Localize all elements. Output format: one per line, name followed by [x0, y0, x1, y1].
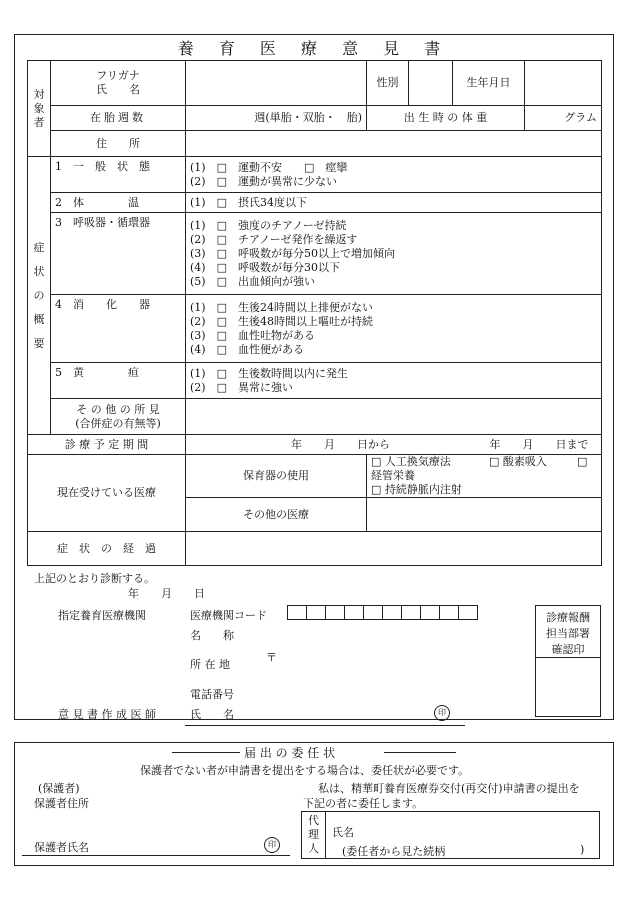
opinion-table [27, 60, 602, 566]
delegation-title: 届 出 の 委 任 状 [244, 746, 336, 760]
gestational-weeks-label: 在胎週数 [51, 106, 186, 131]
birthdate-label: 生年月日 [453, 61, 525, 106]
symptom-option[interactable]: (1) □ 摂氏34度以下 [190, 195, 307, 209]
diagnosis-date[interactable]: 年 月 日 [128, 587, 205, 600]
stamp-box [535, 605, 601, 717]
institution-name-label: 名 称 [190, 629, 234, 642]
guardian-address-label: 保護者住所 [34, 797, 89, 810]
guardian-label: (保護者) [38, 782, 80, 795]
delegation-statement-1: 私は、精華町養育医療券交付(再交付)申請書の提出を [318, 782, 580, 795]
stamp-box-header [536, 606, 600, 658]
incubator-label: 保育器の使用 [186, 455, 367, 498]
proxy-label-text: 代理人 [308, 814, 319, 855]
stamp-box-line-2: 担当部署 [546, 627, 590, 640]
title-rule-left [172, 752, 240, 753]
other-findings-field[interactable] [186, 399, 602, 435]
symptom-label-jaundice: 5 黄 疸 [51, 363, 186, 399]
other-findings-label [51, 399, 186, 435]
stamp-box-line-3: 確認印 [551, 643, 585, 656]
institution-address-label: 所 在 地 [190, 658, 230, 671]
guardian-seal [264, 837, 280, 853]
symptom-label-temperature: 2 体 温 [51, 193, 186, 213]
title-rule-right [384, 752, 456, 753]
symptom-options-digestive[interactable] [186, 295, 602, 363]
option-ventilation[interactable]: □ 人工換気療法 [371, 455, 451, 468]
symptom-option[interactable]: (2) □ チアノーゼ発作を繰返す [190, 232, 358, 246]
proxy-relation[interactable]: (委任者から見た続柄 [342, 845, 446, 858]
institution-label: 指定養育医療機関 [58, 609, 146, 622]
sex-field[interactable] [409, 61, 453, 106]
stamp-area[interactable] [536, 658, 600, 716]
delegation-notice: 保護者でない者が申請書を提出をする場合は、委任状が必要です。 [140, 764, 470, 777]
symptom-options-general[interactable] [186, 157, 602, 193]
schedule-from[interactable]: 年 月 日から [291, 437, 390, 451]
phone-label: 電話番号 [190, 688, 234, 701]
option-continuous-iv[interactable]: □ 持続静脈内注射 [371, 483, 462, 496]
proxy-box [301, 811, 600, 859]
subject-section-label [28, 61, 51, 157]
progress-label: 症 状 の 経 過 [28, 532, 186, 566]
symptom-label-respiratory: 3 呼吸器・循環器 [51, 213, 186, 295]
schedule-to[interactable]: 年 月 日まで [489, 437, 589, 451]
symptom-option[interactable]: (1) □ 運動不安 □ 痙攣 [190, 160, 348, 174]
symptom-option[interactable]: (1) □ 強度のチアノーゼ持続 [190, 218, 347, 232]
seal-mark: 印 [434, 705, 450, 721]
other-findings-label-2: (合併症の有無等) [75, 416, 161, 430]
current-care-label: 現在受けている医療 [28, 455, 186, 532]
birth-weight-field[interactable]: グラム [525, 106, 602, 131]
other-care-field[interactable] [367, 498, 602, 532]
code-label: 医療機関コード [190, 609, 267, 622]
symptom-option[interactable]: (1) □ 生後数時間以内に発生 [190, 366, 348, 380]
symptom-options-temperature[interactable] [186, 193, 602, 213]
birth-weight-label: 出 生 時 の 体 重 [367, 106, 525, 131]
name-label: 氏 名 [96, 83, 140, 96]
name-field[interactable] [186, 61, 367, 106]
sex-label: 性別 [367, 61, 409, 106]
address-field[interactable] [186, 131, 602, 157]
doctor-name-underline [185, 725, 465, 726]
symptom-option[interactable]: (5) □ 出血傾向が強い [190, 274, 315, 288]
guardian-seal-mark: 印 [264, 837, 280, 853]
birthdate-field[interactable] [525, 61, 602, 106]
other-findings-label-1: そ の 他 の 所 見 [76, 402, 160, 416]
other-care-label: その他の医療 [186, 498, 367, 532]
doctor-label: 意 見 書 作 成 医 師 [58, 708, 156, 721]
guardian-name-underline [22, 855, 290, 856]
symptom-option[interactable]: (4) □ 血性便がある [190, 342, 304, 356]
diagnosis-statement: 上記のとおり診断する。 [34, 572, 155, 585]
symptom-option[interactable]: (2) □ 異常に強い [190, 380, 293, 394]
stamp-box-line-1: 診療報酬 [546, 611, 590, 624]
subject-section-text: 対象者 [33, 87, 45, 129]
postal-mark: 〒 [266, 651, 277, 664]
address-label: 住 所 [51, 131, 186, 157]
option-tube-feeding[interactable]: □ 経管栄養 [371, 455, 588, 482]
delegation-statement-2: 下記の者に委任します。 [303, 797, 424, 810]
schedule-field[interactable] [186, 435, 602, 455]
doctor-name-label: 氏 名 [190, 708, 234, 721]
symptom-option[interactable]: (1) □ 生後24時間以上排便がない [190, 300, 373, 314]
incubator-options[interactable] [367, 455, 602, 498]
symptoms-section-label [28, 157, 51, 435]
symptom-option[interactable]: (3) □ 血性吐物がある [190, 328, 315, 342]
furigana-label: フリガナ [96, 69, 140, 82]
symptom-option[interactable]: (4) □ 呼吸数が毎分30以下 [190, 260, 340, 274]
gestational-weeks-field[interactable]: 週(単胎・双胎・ 胎) [186, 106, 367, 131]
page-title: 養 育 医 療 意 見 書 [177, 39, 451, 58]
symptom-options-respiratory[interactable] [186, 213, 602, 295]
symptom-label-general: 1 一 般 状 態 [51, 157, 186, 193]
symptoms-section-text: 症状の概要 [33, 240, 45, 350]
symptom-option[interactable]: (3) □ 呼吸数が毎分50以上で増加傾向 [190, 246, 395, 260]
name-label-cell [51, 61, 186, 106]
proxy-relation-close: ) [580, 843, 585, 856]
symptom-option[interactable]: (2) □ 生後48時間以上嘔吐が持続 [190, 314, 373, 328]
progress-field[interactable] [186, 532, 602, 566]
symptom-option[interactable]: (2) □ 運動が異常に少ない [190, 174, 337, 188]
symptom-options-jaundice[interactable] [186, 363, 602, 399]
proxy-label [302, 812, 326, 858]
schedule-label: 診 療 予 定 期 間 [28, 435, 186, 455]
option-oxygen[interactable]: □ 酸素吸入 [489, 455, 547, 468]
doctor-seal [434, 705, 450, 721]
guardian-name-label: 保護者氏名 [34, 841, 89, 854]
proxy-name-label: 氏名 [332, 826, 354, 839]
symptom-label-digestive: 4 消 化 器 [51, 295, 186, 363]
institution-code-boxes[interactable] [287, 605, 478, 620]
